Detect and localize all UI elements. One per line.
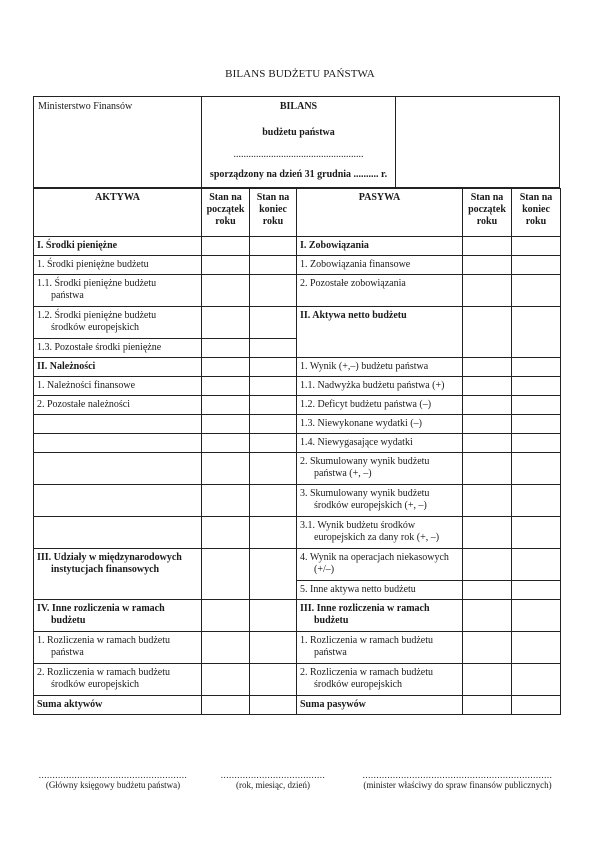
line: 3.1. Wynik budżetu środków xyxy=(300,520,416,531)
value-cell[interactable] xyxy=(202,377,250,396)
value-cell[interactable] xyxy=(202,339,250,358)
signature-chief-accountant xyxy=(33,770,193,790)
value-cell[interactable] xyxy=(512,275,561,307)
line: (+/–) xyxy=(314,564,335,575)
value-cell[interactable] xyxy=(202,358,250,377)
aktywa-cell: 2. Pozostałe należności xyxy=(34,396,202,415)
signature-label: (rok, miesiąc, dzień) xyxy=(236,780,310,790)
aktywa-cell xyxy=(34,664,202,696)
bilans-label: BILANS xyxy=(279,101,318,112)
pasywa-cell: I. Zobowiązania xyxy=(297,237,463,256)
table-row xyxy=(34,415,561,434)
table-row xyxy=(34,307,561,339)
value-cell[interactable] xyxy=(463,517,512,549)
value-cell[interactable] xyxy=(250,517,297,549)
value-cell[interactable] xyxy=(202,256,250,275)
value-cell[interactable] xyxy=(250,307,297,339)
aktywa-cell: 1.3. Pozostałe środki pieniężne xyxy=(34,339,202,358)
value-cell[interactable] xyxy=(512,600,561,632)
pasywa-cell: 1.2. Deficyt budżetu państwa (–) xyxy=(297,396,463,415)
aktywa-cell: 1. Środki pieniężne budżetu xyxy=(34,256,202,275)
value-cell[interactable] xyxy=(512,307,561,358)
value-cell[interactable] xyxy=(250,396,297,415)
line: 1.2. Środki pieniężne budżetu xyxy=(37,310,157,321)
value-cell[interactable] xyxy=(463,664,512,696)
signature-date xyxy=(213,770,333,790)
value-cell[interactable] xyxy=(250,358,297,377)
aktywa-column-header: AKTYWA xyxy=(34,189,202,237)
value-cell[interactable] xyxy=(202,415,250,434)
table-row xyxy=(34,632,561,664)
value-cell[interactable] xyxy=(512,434,561,453)
pasywa-cell xyxy=(297,632,463,664)
balance-header-box xyxy=(33,96,560,188)
value-cell[interactable] xyxy=(512,696,561,715)
value-cell[interactable] xyxy=(202,485,250,517)
unit-name-dots: .................................................... xyxy=(233,149,364,160)
value-cell[interactable] xyxy=(512,396,561,415)
signature-label: (minister właściwy do spraw finansów publicznych) xyxy=(363,780,552,790)
line: środków europejskich xyxy=(51,322,140,333)
aktywa-cell: I. Środki pieniężne xyxy=(34,237,202,256)
value-cell[interactable] xyxy=(463,237,512,256)
value-cell[interactable] xyxy=(512,237,561,256)
aktywa-cell xyxy=(34,434,202,453)
value-cell[interactable] xyxy=(512,453,561,485)
value-cell[interactable] xyxy=(463,358,512,377)
line: budżetu xyxy=(314,615,349,626)
date-line: sporządzony na dzień 31 grudnia .......... r. xyxy=(209,169,388,180)
line: 4. Wynik na operacjach niekasowych xyxy=(300,552,449,563)
line: III. Inne rozliczenia w ramach xyxy=(300,603,430,614)
line: europejskich za dany rok (+, –) xyxy=(314,532,440,543)
value-cell[interactable] xyxy=(512,358,561,377)
aktywa-cell xyxy=(34,275,202,307)
value-cell[interactable] xyxy=(463,453,512,485)
value-cell[interactable] xyxy=(512,581,561,600)
value-cell[interactable] xyxy=(463,600,512,632)
line: budżetu xyxy=(51,615,86,626)
pasywa-cell: 1.1. Nadwyżka budżetu państwa (+) xyxy=(297,377,463,396)
pasywa-end-column-header: Stan na koniec roku xyxy=(512,189,561,237)
signature-line: ...................................................... xyxy=(38,770,188,780)
table-row xyxy=(34,664,561,696)
bilans-subtitle: budżetu państwa xyxy=(262,127,335,138)
value-cell[interactable] xyxy=(512,415,561,434)
ministry-cell: Ministerstwo Finansów xyxy=(34,97,202,187)
value-cell[interactable] xyxy=(463,377,512,396)
value-cell[interactable] xyxy=(250,275,297,307)
line: 2. Rozliczenia w ramach budżetu xyxy=(37,667,170,678)
line: państwa xyxy=(314,647,347,658)
line: 1.1. Środki pieniężne budżetu xyxy=(37,278,157,289)
aktywa-cell xyxy=(34,415,202,434)
signature-label: (Główny księgowy budżetu państwa) xyxy=(45,780,181,790)
value-cell[interactable] xyxy=(463,434,512,453)
signature-minister xyxy=(350,770,565,790)
value-cell[interactable] xyxy=(463,415,512,434)
value-cell[interactable] xyxy=(250,434,297,453)
value-cell[interactable] xyxy=(202,307,250,339)
table-row xyxy=(34,434,561,453)
value-cell[interactable] xyxy=(250,453,297,485)
aktywa-cell xyxy=(34,632,202,664)
value-cell[interactable] xyxy=(202,664,250,696)
pasywa-cell: 5. Inne aktywa netto budżetu xyxy=(297,581,463,600)
table-row xyxy=(34,453,561,485)
value-cell[interactable] xyxy=(463,396,512,415)
table-row xyxy=(34,517,561,549)
table-row xyxy=(34,485,561,517)
aktywa-cell: II. Należności xyxy=(34,358,202,377)
line: 2. Skumulowany wynik budżetu xyxy=(300,456,430,467)
line: środków europejskich (+, –) xyxy=(314,500,427,511)
line: 3. Skumulowany wynik budżetu xyxy=(300,488,430,499)
aktywa-cell xyxy=(34,485,202,517)
aktywa-cell xyxy=(34,517,202,549)
aktywa-cell: 1. Należności finansowe xyxy=(34,377,202,396)
aktywa-start-column-header: Stan na początek roku xyxy=(202,189,250,237)
value-cell[interactable] xyxy=(250,600,297,632)
value-cell[interactable] xyxy=(250,696,297,715)
value-cell[interactable] xyxy=(512,632,561,664)
value-cell[interactable] xyxy=(202,453,250,485)
value-cell[interactable] xyxy=(463,581,512,600)
pasywa-cell: II. Aktywa netto budżetu xyxy=(297,307,463,358)
value-cell[interactable] xyxy=(250,632,297,664)
table-row xyxy=(34,377,561,396)
value-cell[interactable] xyxy=(250,256,297,275)
value-cell[interactable] xyxy=(250,339,297,358)
value-cell[interactable] xyxy=(463,696,512,715)
pasywa-cell: 1. Wynik (+,–) budżetu państwa xyxy=(297,358,463,377)
value-cell[interactable] xyxy=(202,696,250,715)
value-cell[interactable] xyxy=(463,485,512,517)
table-row xyxy=(34,256,561,275)
aktywa-cell xyxy=(34,600,202,632)
value-cell[interactable] xyxy=(250,664,297,696)
pasywa-start-column-header: Stan na początek roku xyxy=(463,189,512,237)
pasywa-column-header: PASYWA xyxy=(297,189,463,237)
aktywa-cell xyxy=(34,453,202,485)
value-cell[interactable] xyxy=(202,600,250,632)
line: państwa xyxy=(51,290,84,301)
line: środków europejskich xyxy=(51,679,140,690)
line: IV. Inne rozliczenia w ramach xyxy=(37,603,165,614)
line: 2. Rozliczenia w ramach budżetu xyxy=(300,667,433,678)
signature-line: ...................................... xyxy=(220,770,326,780)
table-row-sum xyxy=(34,696,561,715)
table-row xyxy=(34,358,561,377)
pasywa-cell xyxy=(297,485,463,517)
aktywa-end-column-header: Stan na koniec roku xyxy=(250,189,297,237)
pasywa-cell: 2. Pozostałe zobowiązania xyxy=(297,275,463,307)
line: instytucjach finansowych xyxy=(51,564,160,575)
pasywa-cell: 1. Zobowiązania finansowe xyxy=(297,256,463,275)
value-cell[interactable] xyxy=(202,549,250,600)
value-cell[interactable] xyxy=(463,549,512,581)
table-row xyxy=(34,396,561,415)
value-cell[interactable] xyxy=(250,549,297,600)
line: państwa xyxy=(51,647,84,658)
line: państwa (+, –) xyxy=(314,468,372,479)
value-cell[interactable] xyxy=(512,377,561,396)
value-cell[interactable] xyxy=(250,237,297,256)
value-cell[interactable] xyxy=(202,434,250,453)
value-cell[interactable] xyxy=(250,485,297,517)
signature-line: ..................................................................... xyxy=(362,770,553,780)
line: 1. Rozliczenia w ramach budżetu xyxy=(37,635,170,646)
pasywa-cell xyxy=(297,549,463,581)
pasywa-cell xyxy=(297,664,463,696)
aktywa-cell xyxy=(34,307,202,339)
value-cell[interactable] xyxy=(463,307,512,358)
pasywa-cell xyxy=(297,600,463,632)
line: środków europejskich xyxy=(314,679,403,690)
aktywa-cell xyxy=(34,549,202,600)
value-cell[interactable] xyxy=(250,377,297,396)
value-cell[interactable] xyxy=(463,632,512,664)
document-title: BILANS BUDŻETU PAŃSTWA xyxy=(225,68,375,80)
line: III. Udziały w międzynarodowych xyxy=(37,552,182,563)
pasywa-cell xyxy=(297,453,463,485)
value-cell[interactable] xyxy=(512,485,561,517)
value-cell[interactable] xyxy=(202,517,250,549)
table-header-row xyxy=(34,189,561,237)
balance-table xyxy=(33,188,561,715)
bilans-title-cell xyxy=(202,97,396,187)
table-row xyxy=(34,275,561,307)
value-cell[interactable] xyxy=(202,396,250,415)
value-cell[interactable] xyxy=(512,256,561,275)
table-row xyxy=(34,549,561,581)
line: 1. Rozliczenia w ramach budżetu xyxy=(300,635,433,646)
pasywa-cell xyxy=(297,517,463,549)
table-row xyxy=(34,237,561,256)
pasywa-cell: 1.3. Niewykonane wydatki (–) xyxy=(297,415,463,434)
pasywa-sum-cell: Suma pasywów xyxy=(297,696,463,715)
value-cell[interactable] xyxy=(463,275,512,307)
value-cell[interactable] xyxy=(512,664,561,696)
pasywa-cell: 1.4. Niewygasające wydatki xyxy=(297,434,463,453)
value-cell[interactable] xyxy=(250,415,297,434)
aktywa-sum-cell: Suma aktywów xyxy=(34,696,202,715)
value-cell[interactable] xyxy=(202,632,250,664)
value-cell[interactable] xyxy=(202,275,250,307)
value-cell[interactable] xyxy=(202,237,250,256)
value-cell[interactable] xyxy=(512,517,561,549)
value-cell[interactable] xyxy=(463,256,512,275)
value-cell[interactable] xyxy=(512,549,561,581)
table-row xyxy=(34,600,561,632)
